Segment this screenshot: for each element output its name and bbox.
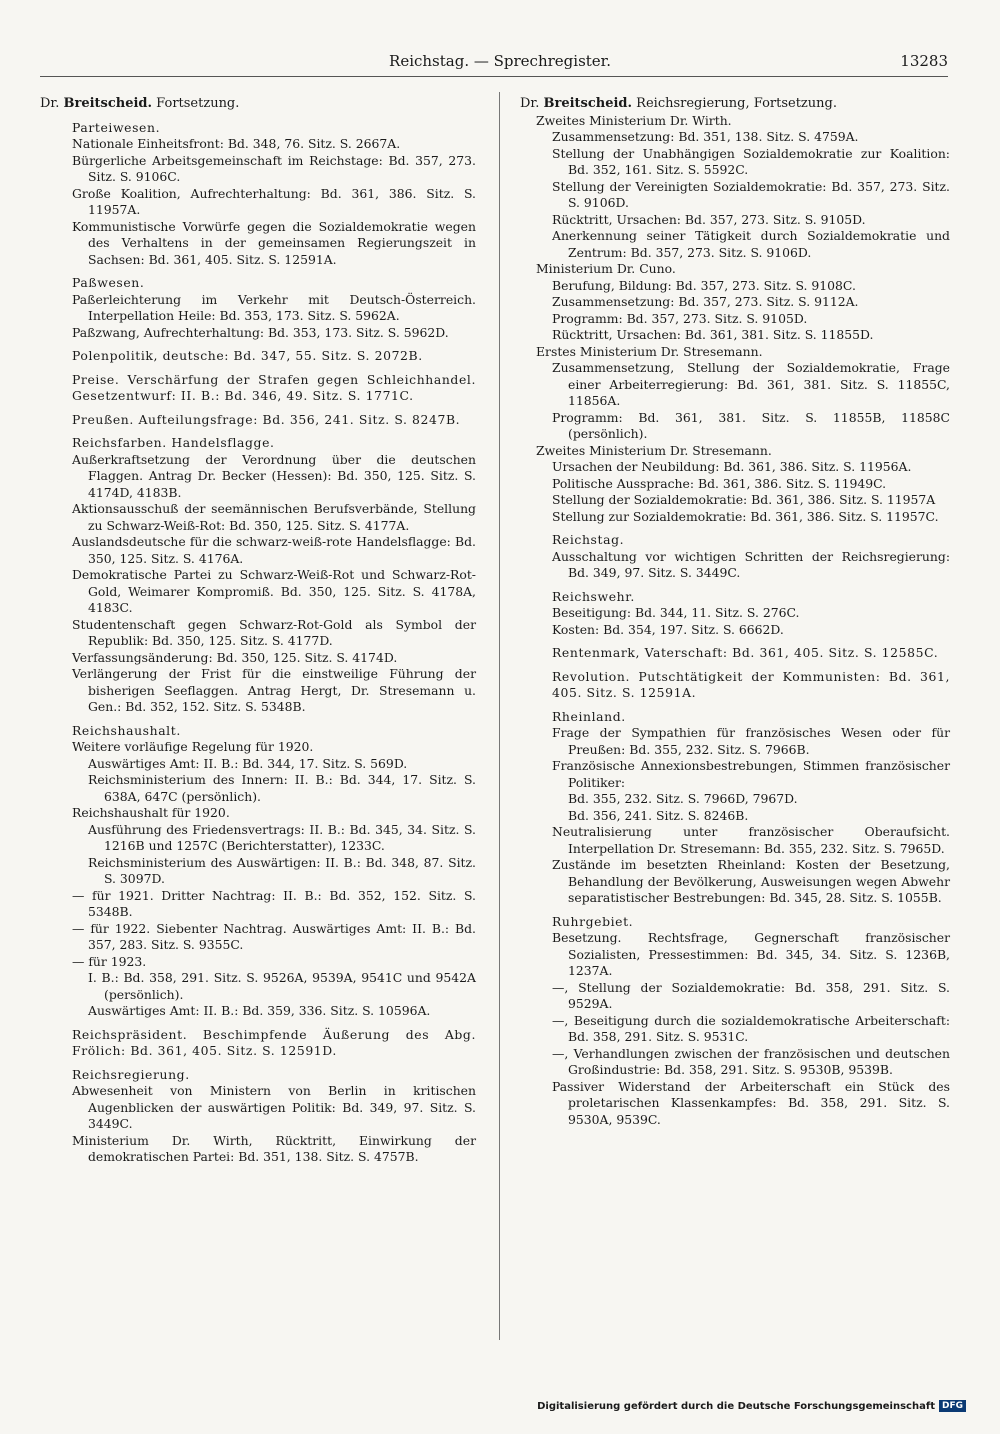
index-heading: Parteiwesen.	[72, 119, 161, 135]
index-heading: Reichshaushalt.	[72, 722, 181, 738]
index-entry: Stellung der Vereinigten Sozialdemokratie: Bd. 357, 273. Sitz. S. 9106D.	[552, 178, 950, 210]
index-entry: Reichshaushalt für 1920.	[72, 805, 230, 820]
right-column	[520, 96, 950, 1128]
index-heading: Preußen. Aufteilungsfrage: Bd. 356, 241. Sitz. S. 8247B.	[72, 411, 461, 427]
index-entry: — für 1922. Siebenter Nachtrag. Auswärtiges Amt: II. B.: Bd. 357, 283. Sitz. S. 9355C.	[72, 920, 476, 952]
index-entry	[40, 96, 476, 113]
index-entry: Berufung, Bildung: Bd. 357, 273. Sitz. S. 9108C.	[552, 277, 856, 293]
index-entry: Weitere vorläufige Regelung für 1920.	[72, 739, 314, 754]
index-entry: Frage der Sympathien für französisches Wesen oder für Preußen: Bd. 355, 232. Sitz. S. 7966B.	[552, 725, 950, 757]
header-rule	[40, 76, 948, 77]
page-header	[0, 52, 1000, 78]
index-heading: Revolution. Putschtätigkeit der Kommunisten: Bd. 361, 405. Sitz. S. 12591A.	[552, 668, 950, 700]
index-heading: Ruhrgebiet.	[552, 913, 634, 929]
index-entry: Auswärtiges Amt: II. B.: Bd. 344, 17. Sitz. S. 569D.	[88, 755, 408, 771]
index-entry: Reichsministerium des Innern: II. B.: Bd. 344, 17. Sitz. S. 638A, 647C (persönlich).	[88, 772, 476, 804]
index-entry: Politische Aussprache: Bd. 361, 386. Sitz. S. 11949C.	[552, 475, 887, 491]
index-entry: Passiver Widerstand der Arbeiterschaft ein Stück des proletarischen Klassenkampfes: Bd. 358, 291. Sitz. S. 9530A, 9539C.	[552, 1078, 950, 1127]
index-heading: Reichstag.	[552, 532, 625, 547]
index-heading: Preise. Verschärfung der Strafen gegen Schleichhandel. Gesetzentwurf: II. B.: Bd. 346, 49. Sitz. S. 1771C.	[72, 371, 476, 403]
speaker-name: Breitscheid.	[63, 96, 153, 111]
index-entry: — für 1923.	[72, 953, 147, 969]
index-heading: Reichspräsident. Beschimpfende Äußerung des Abg. Frölich: Bd. 361, 405. Sitz. S. 12591D.	[72, 1026, 476, 1058]
index-entry: Bd. 355, 232. Sitz. S. 7966D, 7967D.	[568, 791, 798, 806]
entry-text: Fortsetzung.	[152, 96, 240, 111]
footer-credit	[537, 1400, 966, 1412]
column-divider	[499, 92, 500, 1340]
index-entry: Paßerleichterung im Verkehr mit Deutsch-Österreich. Interpellation Heile: Bd. 353, 173. Sitz. S. 5962A.	[72, 291, 476, 323]
index-entry: —, Beseitigung durch die sozialdemokratische Arbeiterschaft: Bd. 358, 291. Sitz. S. 9531C.	[552, 1012, 950, 1044]
index-entry: Zweites Ministerium Dr. Stresemann.	[536, 442, 772, 458]
index-entry: Beseitigung: Bd. 344, 11. Sitz. S. 276C.	[552, 605, 800, 620]
index-entry: Nationale Einheitsfront: Bd. 348, 76. Sitz. S. 2667A.	[72, 136, 401, 151]
index-entry: Ausschaltung vor wichtigen Schritten der Reichsregierung: Bd. 349, 97. Sitz. S. 3449C.	[552, 548, 950, 580]
index-entry: Verfassungsänderung: Bd. 350, 125. Sitz. S. 4174D.	[72, 649, 398, 665]
index-entry: Ausführung des Friedensvertrags: II. B.: Bd. 345, 34. Sitz. S. 1216B und 1257C (Berichterstatter), 1233C.	[88, 821, 476, 853]
index-heading: Reichswehr.	[552, 588, 635, 604]
index-entry: Große Koalition, Aufrechterhaltung: Bd. 361, 386. Sitz. S. 11957A.	[72, 185, 476, 217]
index-entry	[520, 96, 950, 113]
index-entry: Zustände im besetzten Rheinland: Kosten der Besetzung, Behandlung der Bevölkerung, Ausweisungen wegen Abwehr separatistischer Bestrebungen: Bd. 345, 28. Sitz. S. 1055B.	[552, 857, 950, 905]
index-entry: Stellung der Sozialdemokratie: Bd. 361, 386. Sitz. S. 11957A	[552, 492, 936, 507]
index-entry: I. B.: Bd. 358, 291. Sitz. S. 9526A, 9539A, 9541C und 9542A (persönlich).	[88, 970, 476, 1002]
index-entry: Auswärtiges Amt: II. B.: Bd. 359, 336. Sitz. S. 10596A.	[88, 1003, 431, 1018]
index-heading: Reichsfarben. Handelsflagge.	[72, 435, 275, 450]
index-entry: Programm: Bd. 361, 381. Sitz. S. 11855B, 11858C (persönlich).	[552, 409, 950, 441]
index-entry: Stellung zur Sozialdemokratie: Bd. 361, 386. Sitz. S. 11957C.	[552, 508, 939, 524]
index-entry: —, Verhandlungen zwischen der französischen und deutschen Großindustrie: Bd. 358, 291. Sitz. S. 9530B, 9539B.	[552, 1045, 950, 1077]
page-number: 13283	[900, 52, 948, 70]
index-heading: Rentenmark, Vaterschaft: Bd. 361, 405. Sitz. S. 12585C.	[552, 645, 939, 660]
index-heading: Polenpolitik, deutsche: Bd. 347, 55. Sitz. S. 2072B.	[72, 348, 423, 363]
index-entry: Zusammensetzung: Bd. 357, 273. Sitz. S. 9112A.	[552, 294, 859, 309]
footer-text: Digitalisierung gefördert durch die Deutsche Forschungsgemeinschaft	[537, 1400, 935, 1412]
index-entry: Ursachen der Neubildung: Bd. 361, 386. Sitz. S. 11956A.	[552, 459, 912, 474]
index-heading: Rheinland.	[552, 708, 626, 724]
index-entry: Paßzwang, Aufrechterhaltung: Bd. 353, 173. Sitz. S. 5962D.	[72, 324, 449, 340]
index-entry: Reichsministerium des Auswärtigen: II. B.: Bd. 348, 87. Sitz. S. 3097D.	[88, 854, 476, 886]
left-column	[40, 96, 476, 1166]
index-entry: Bd. 356, 241. Sitz. S. 8246B.	[568, 807, 749, 823]
index-entry: Neutralisierung unter französischer Oberaufsicht. Interpellation Dr. Stresemann: Bd. 355, 232. Sitz. S. 7965D.	[552, 824, 950, 856]
index-entry: Rücktritt, Ursachen: Bd. 361, 381. Sitz. S. 11855D.	[552, 327, 874, 342]
index-entry: Zweites Ministerium Dr. Wirth.	[536, 112, 732, 128]
index-entry: Ministerium Dr. Cuno.	[536, 261, 676, 276]
index-entry: Anerkennung seiner Tätigkeit durch Sozialdemokratie und Zentrum: Bd. 357, 273. Sitz. S. 9106D.	[552, 228, 950, 260]
index-entry: Französische Annexionsbestrebungen, Stimmen französischer Politiker:	[552, 758, 950, 790]
index-entry: — für 1921. Dritter Nachtrag: II. B.: Bd. 352, 152. Sitz. S. 5348B.	[72, 887, 476, 919]
index-entry: Bürgerliche Arbeitsgemeinschaft im Reichstage: Bd. 357, 273. Sitz. S. 9106C.	[72, 152, 476, 184]
index-entry: Stellung der Unabhängigen Sozialdemokratie zur Koalition: Bd. 352, 161. Sitz. S. 5592C.	[552, 145, 950, 177]
index-entry: Demokratische Partei zu Schwarz-Weiß-Rot und Schwarz-Rot-Gold, Weimarer Kompromiß. Bd. 350, 125. Sitz. S. 4178A, 4183C.	[72, 567, 476, 615]
entry-text: Dr.	[40, 96, 64, 111]
index-heading: Reichsregierung.	[72, 1066, 190, 1082]
index-entry: Erstes Ministerium Dr. Stresemann.	[536, 343, 763, 359]
index-entry: Verlängerung der Frist für die einstweilige Führung der bisherigen Seeflaggen. Antrag Hergt, Dr. Stresemann u. Gen.: Bd. 352, 152. Sitz. S. 5348B.	[72, 666, 476, 714]
dfg-logo: DFG	[939, 1400, 966, 1412]
index-entry: Zusammensetzung, Stellung der Sozialdemokratie, Frage einer Arbeiterregierung: Bd. 361, 381. Sitz. S. 11855C, 11856A.	[552, 360, 950, 408]
index-entry: Aktionsausschuß der seemännischen Berufsverbände, Stellung zu Schwarz-Weiß-Rot: Bd. 350, 125. Sitz. S. 4177A.	[72, 501, 476, 533]
speaker-name: Breitscheid.	[543, 96, 633, 111]
index-entry: —, Stellung der Sozialdemokratie: Bd. 358, 291. Sitz. S. 9529A.	[552, 979, 950, 1011]
entry-text: Reichsregierung, Fortsetzung.	[632, 96, 837, 111]
index-entry: Studentenschaft gegen Schwarz-Rot-Gold als Symbol der Republik: Bd. 350, 125. Sitz. S. 4177D.	[72, 616, 476, 648]
index-entry: Kommunistische Vorwürfe gegen die Sozialdemokratie wegen des Verhaltens in der gemeinsamen Regierungszeit in Sachsen: Bd. 361, 405. Sitz. S. 12591A.	[72, 218, 476, 267]
index-entry: Besetzung. Rechtsfrage, Gegnerschaft französischer Sozialisten, Pressestimmen: Bd. 345, 34. Sitz. S. 1236B, 1237A.	[552, 930, 950, 978]
index-entry: Zusammensetzung: Bd. 351, 138. Sitz. S. 4759A.	[552, 129, 859, 144]
index-heading: Paßwesen.	[72, 275, 145, 290]
running-title: Reichstag. — Sprechregister.	[389, 52, 611, 70]
index-entry: Abwesenheit von Ministern von Berlin in kritischen Augenblicken der auswärtigen Politik: Bd. 349, 97. Sitz. S. 3449C.	[72, 1083, 476, 1131]
index-entry: Rücktritt, Ursachen: Bd. 357, 273. Sitz. S. 9105D.	[552, 211, 866, 227]
index-entry: Auslandsdeutsche für die schwarz-weiß-rote Handelsflagge: Bd. 350, 125. Sitz. S. 4176A.	[72, 534, 476, 566]
index-entry: Programm: Bd. 357, 273. Sitz. S. 9105D.	[552, 310, 808, 326]
index-entry: Kosten: Bd. 354, 197. Sitz. S. 6662D.	[552, 621, 784, 637]
index-entry: Ministerium Dr. Wirth, Rücktritt, Einwirkung der demokratischen Partei: Bd. 351, 138. Sitz. S. 4757B.	[72, 1132, 476, 1164]
index-entry: Außerkraftsetzung der Verordnung über die deutschen Flaggen. Antrag Dr. Becker (Hessen): Bd. 350, 125. Sitz. S. 4174D, 4183B.	[72, 451, 476, 500]
entry-text: Dr.	[520, 96, 544, 111]
